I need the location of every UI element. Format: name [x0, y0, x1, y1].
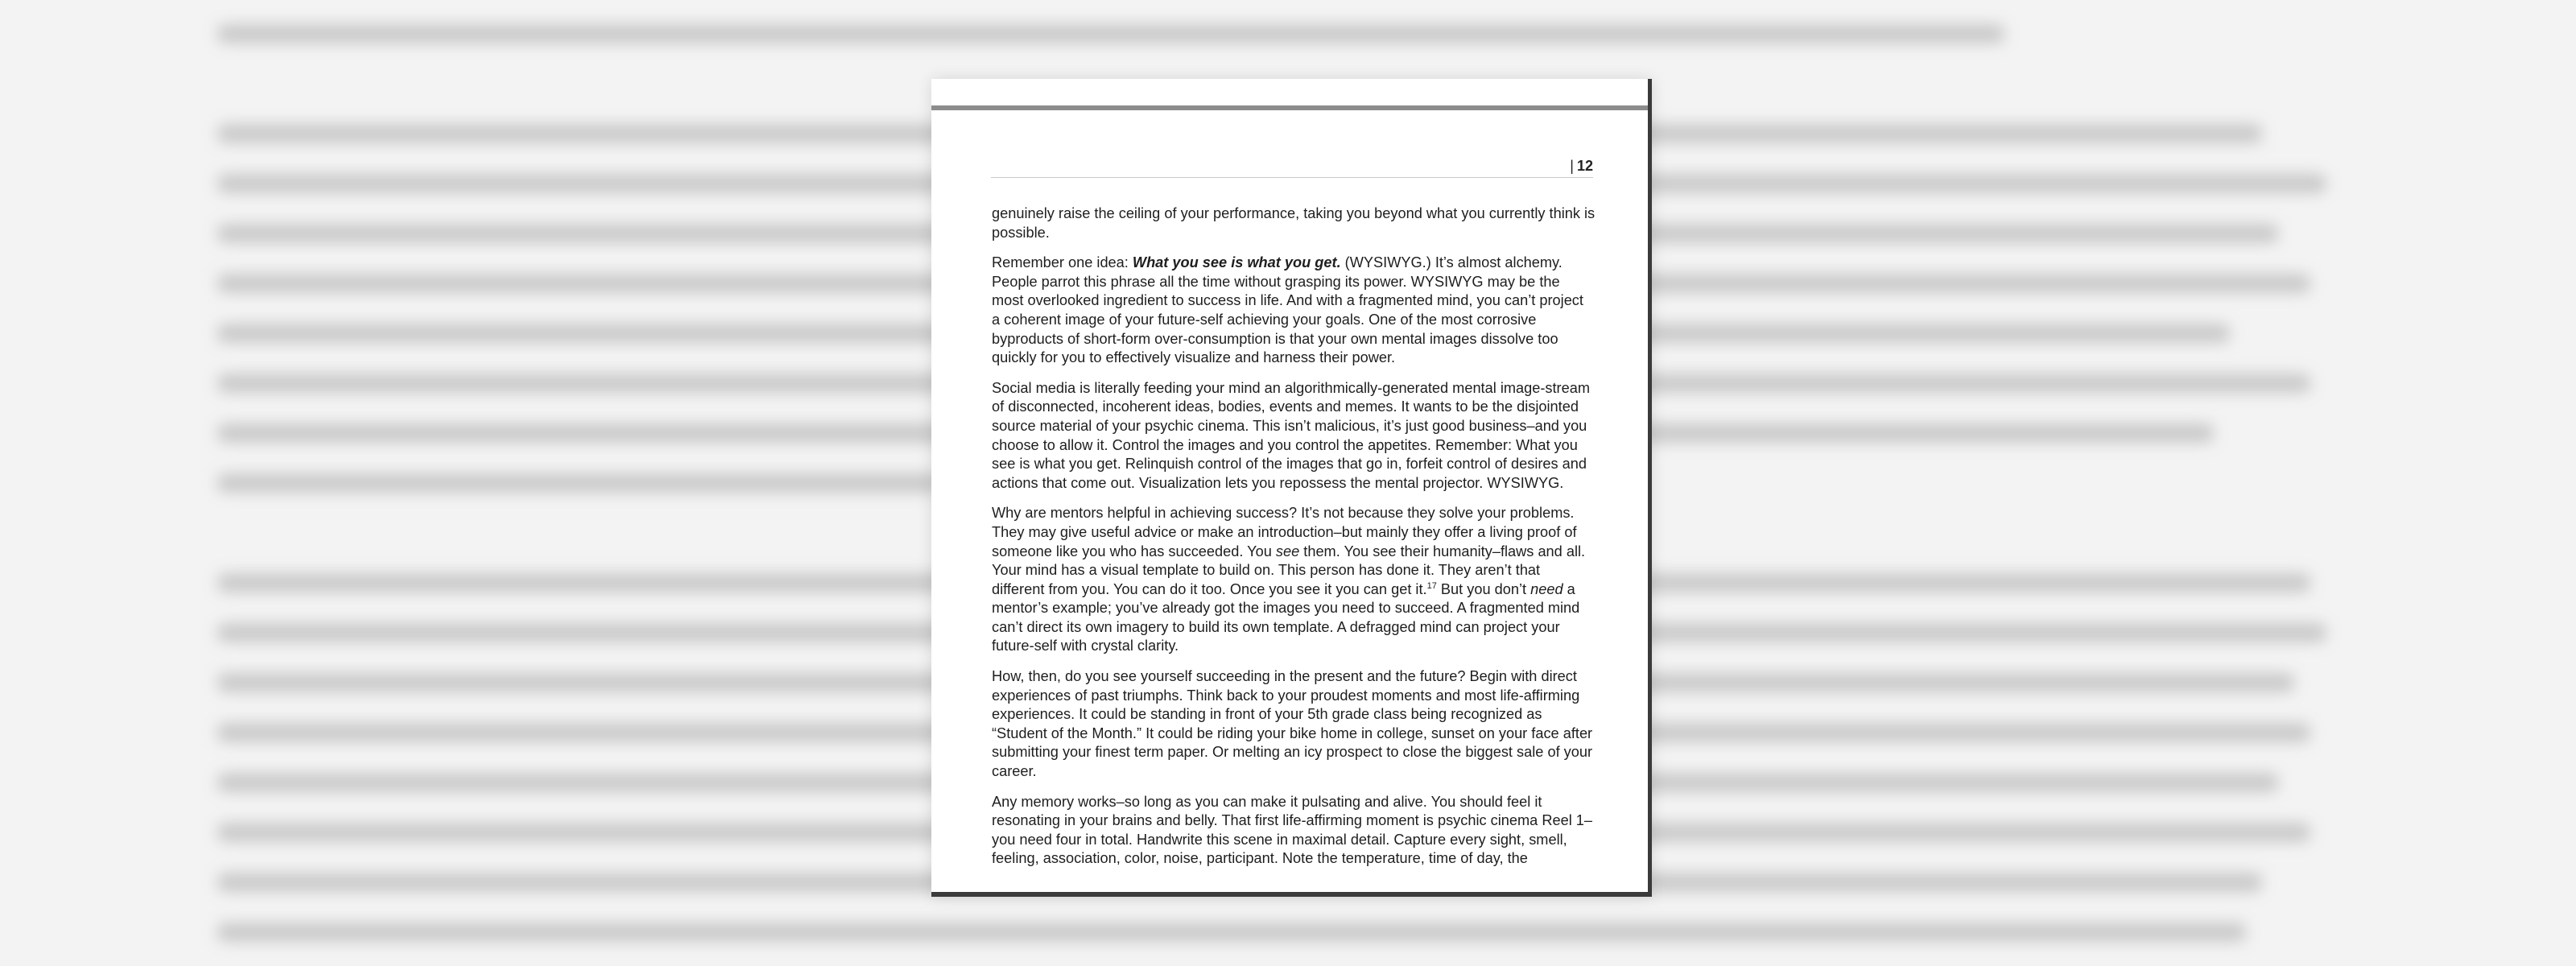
text-run: (WYSIWYG.) It’s almost alchemy. People parrot this phrase all the time without grasping its power. WYSIWYG may be the most overlooked ingredient to success in life. And with a fragmented mind, you can’t project a coherent image of your future-self achieving your goals. One of the most corrosive byproducts of short-form over-consumption is that your own mental images dissolve too quickly for you to effectively visualize and harness their power.: [992, 254, 1583, 366]
text-run: need: [1530, 580, 1563, 597]
emphasis-text: What you see is what you get.: [1132, 254, 1341, 271]
paragraph: [992, 504, 1596, 656]
page-number: [1570, 158, 1593, 175]
text-run: Remember one idea:: [992, 254, 1133, 271]
text-run: Social media is literally feeding your mind an algorithmically-generated mental image-stream of disconnected, incoherent ideas, bodies, events and memes. It wants to be the disjointed source material of your psychic cinema. This isn’t malicious, it’s just good business–and you choose to allow it. Control the images and you control the appetites. Remember: What you see is what you get. Relinquish control of the images that go in, forfeit control of desires and actions that come out. Visualization lets you repossess the mental projector. WYSIWYG.: [992, 379, 1590, 491]
paragraph: [992, 793, 1596, 869]
text-run: see: [1275, 543, 1300, 559]
paragraph: [992, 254, 1596, 368]
page-top-rule: [931, 105, 1648, 110]
text-run: Why are mentors helpful in achieving success? It’s not because they solve your problems. They may give useful advice or make an introduction–but mainly they offer a living proof of someone like you who has succeeded. You: [992, 505, 1577, 559]
paragraph: [992, 667, 1596, 782]
paragraph: [992, 379, 1596, 493]
text-run: But you don’t: [1436, 580, 1531, 597]
footnote-marker: 17: [1426, 580, 1437, 591]
text-run: them. You see their humanity–flaws and all. Your mind has a visual template to build on. This person has done it. They aren’t that different from you. You can do it too. Once you see it you can get it.: [992, 543, 1586, 597]
text-run: Any memory works–so long as you can make it pulsating and alive. You should feel it resonating in your brains and belly. That first life-affirming moment is psychic cinema Reel 1–you need four in total. Handwrite this scene in maximal detail. Capture every sight, smell, feeling, association, color, noise, participant. Note the temperature, time of day, the: [992, 793, 1593, 867]
text-run: a mentor’s example; you’ve already got the images you need to succeed. A fragmented mind can’t direct its own imagery to build its own template. A defragged mind can project your future-self with crystal clarity.: [992, 580, 1580, 654]
text-run: [1133, 254, 1341, 270]
document-page: [931, 79, 1652, 897]
text-run: How, then, do you see yourself succeeding in the present and the future? Begin with direct experiences of past triumphs. Think back to your proudest moments and most life-affirming experiences. It could be standing in front of your 5th grade class being recognized as “Student of the Month.” It could be riding your bike home in college, sunset on your face after submitting your finest term paper. Or melting an icy prospect to close the biggest sale of your career.: [992, 668, 1593, 780]
page-number-separator: |: [1570, 158, 1574, 174]
paragraph: [992, 204, 1596, 242]
page-number-value: 12: [1576, 158, 1593, 174]
text-run: genuinely raise the ceiling of your performance, taking you beyond what you currently think is possible.: [992, 205, 1596, 241]
page-header: [991, 158, 1593, 178]
page-body: [992, 204, 1596, 880]
